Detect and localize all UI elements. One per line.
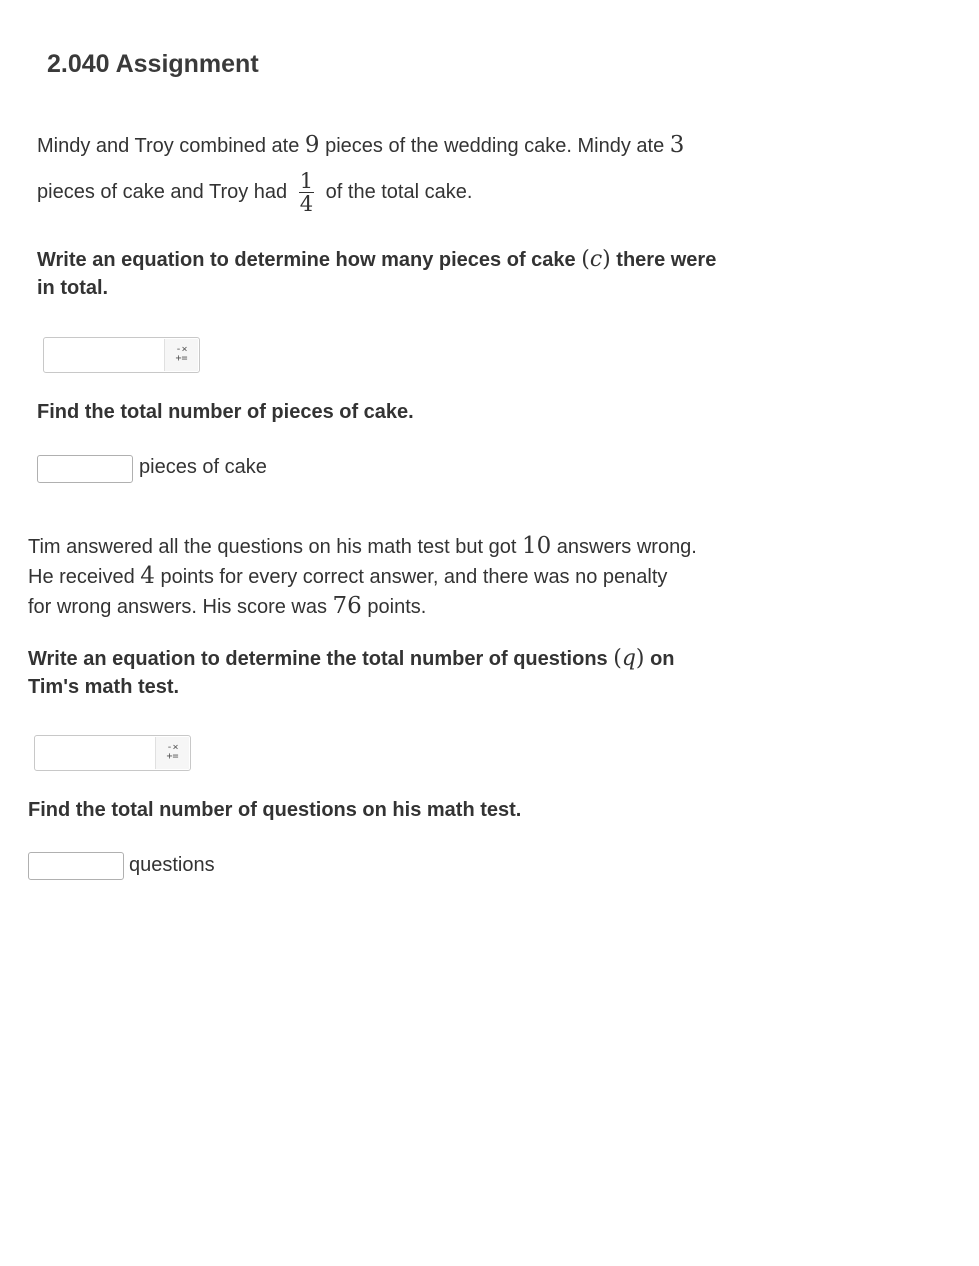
unit-label: questions bbox=[129, 854, 215, 876]
problem1-question-equation: Write an equation to determine how many pieces of cake (c) there were in total. bbox=[37, 247, 717, 299]
problem1-intro: Mindy and Troy combined ate 9 pieces of the wedding cake. Mindy ate 3 pieces of cake and Troy had $\frac{1}{4}$ of the total cake. bbox=[37, 132, 685, 216]
equation-input-2[interactable] bbox=[34, 735, 191, 771]
math-keyboard-icon[interactable]: -× += bbox=[164, 339, 198, 371]
problem2-intro: Tim answered all the questions on his math test but got 10 answers wrong. He received 4 points for every correct answer, and there was no penalty for wrong answers. His score was 76 points. bbox=[28, 533, 697, 619]
equation-input-1[interactable] bbox=[43, 337, 200, 373]
page-title: 2.040 Assignment bbox=[47, 50, 259, 78]
problem2-question-equation: Write an equation to determine the total number of questions (q) on Tim's math test. bbox=[28, 646, 675, 698]
answer-input-pieces[interactable] bbox=[37, 455, 133, 483]
problem1-question-total: Find the total number of pieces of cake. bbox=[37, 401, 414, 423]
problem2-question-total: Find the total number of questions on his math test. bbox=[28, 799, 522, 821]
unit-label: pieces of cake bbox=[139, 456, 267, 478]
equation-field[interactable] bbox=[44, 338, 166, 372]
math-keyboard-icon[interactable]: -× += bbox=[155, 737, 189, 769]
answer-input-questions[interactable] bbox=[28, 852, 124, 880]
fraction: $\frac{1}{4}$ bbox=[299, 169, 314, 216]
equation-field[interactable] bbox=[35, 736, 157, 770]
